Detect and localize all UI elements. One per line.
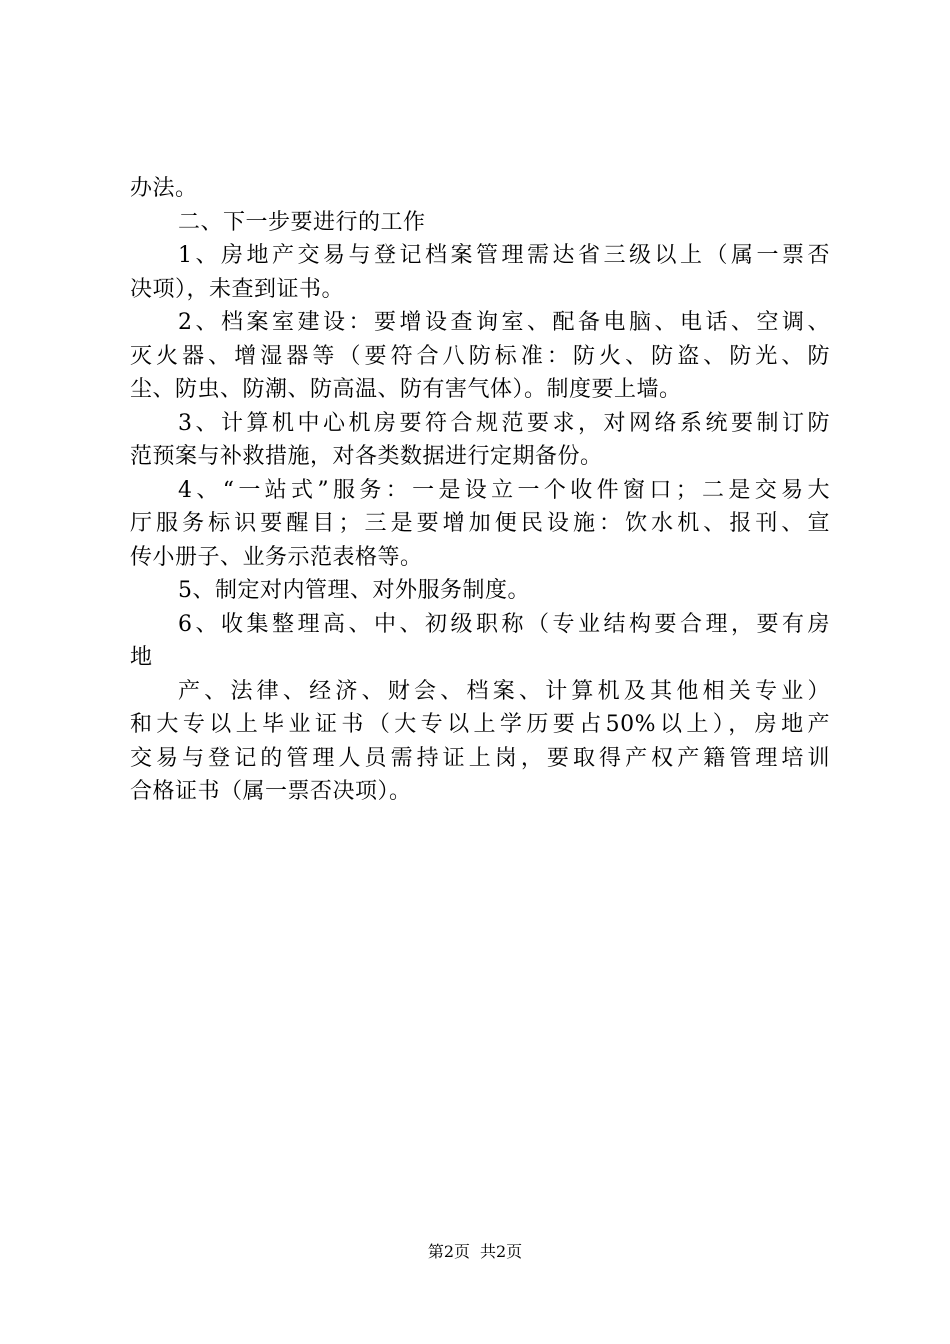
text-line: 5、制定对内管理、对外服务制度。 <box>178 578 530 603</box>
text-line: 3、计算机中心机房要符合规范要求，对网络系统要制订防 <box>178 410 830 436</box>
text-line: 4、“一站式”服务：一是设立一个收件窗口；二是交易大 <box>178 477 830 503</box>
text-line: 决项），未查到证书。 <box>130 276 345 302</box>
text-line: 范预案与补救措施，对各类数据进行定期备份。 <box>130 444 603 469</box>
text-line: 灭火器、增湿器等（要符合八防标准：防火、防盗、防光、防 <box>130 343 830 369</box>
text-line: 1、房地产交易与登记档案管理需达省三级以上（属一票否 <box>178 243 830 268</box>
text-line: 传小册子、业务示范表格等。 <box>130 544 423 570</box>
text-line: 办法。 <box>130 176 198 201</box>
text-line: 二、下一步要进行的工作 <box>178 209 426 235</box>
text-line: 厅服务标识要醒目；三是要增加便民设施：饮水机、报刊、宣 <box>130 511 830 536</box>
text-line: 地 <box>130 645 153 670</box>
text-line: 产、法律、经济、财会、档案、计算机及其他相关专业） <box>178 678 830 704</box>
text-line: 6、收集整理高、中、初级职称（专业结构要合理，要有房 <box>178 611 830 637</box>
document-body <box>130 172 830 809</box>
text-line: 和大专以上毕业证书（大专以上学历要占50%以上），房地产 <box>130 712 830 737</box>
page-number-total: 共2页 <box>480 1242 523 1261</box>
text-line: 2、档案室建设：要增设查询室、配备电脑、电话、空调、 <box>178 310 830 335</box>
page-footer <box>0 1242 950 1262</box>
text-line: 尘、防虫、防潮、防高温、防有害气体）。制度要上墙。 <box>130 377 682 402</box>
text-line: 合格证书（属一票否决项）。 <box>130 779 412 804</box>
page-number-current: 第2页 <box>427 1242 470 1261</box>
text-line: 交易与登记的管理人员需持证上岗，要取得产权产籍管理培训 <box>130 745 830 771</box>
